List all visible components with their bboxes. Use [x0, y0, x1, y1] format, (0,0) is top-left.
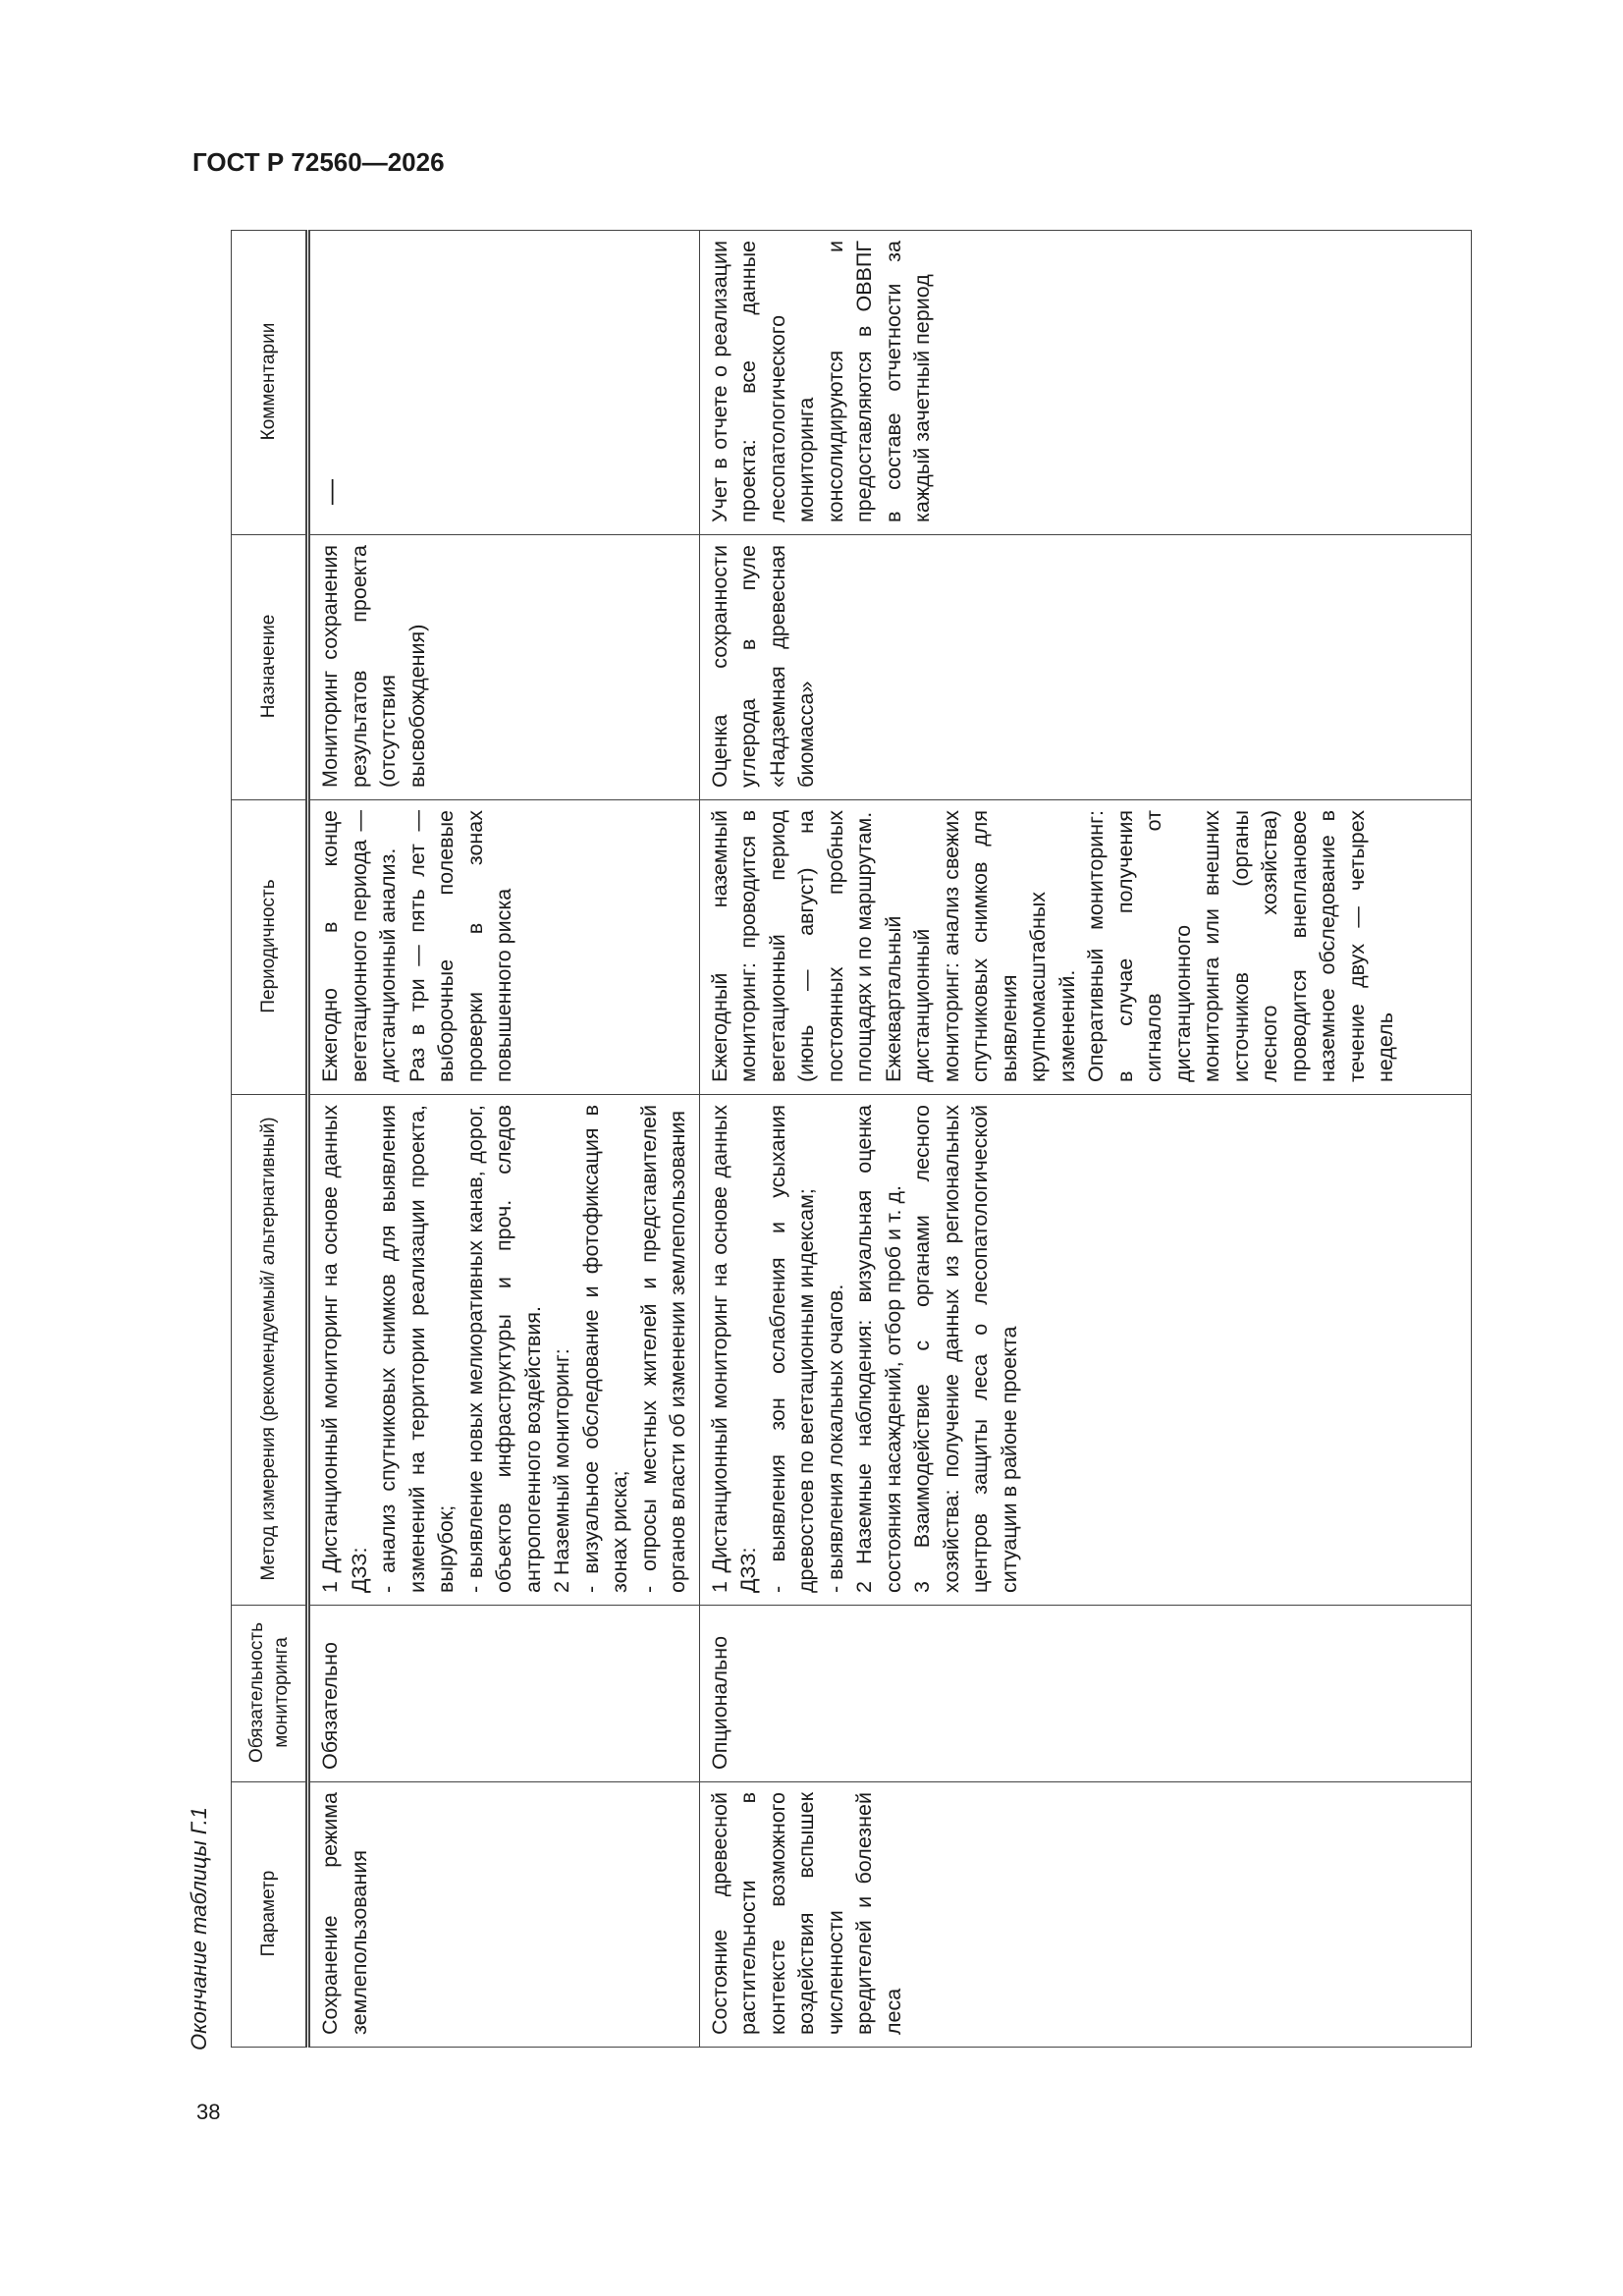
rotated-table-container: [231, 231, 1444, 2048]
method-line: - анализ спутниковых снимков для выявления изменений на территории реализации проекта, вырубок;: [376, 1105, 458, 1593]
table-header-row: [232, 231, 308, 2048]
column-header-method: Метод измерения (рекомендуемый/ альтернативный): [232, 1095, 308, 1606]
method-line: - визуальное обследование и фотофиксация в зонах риска;: [578, 1105, 631, 1593]
column-header-parameter: Параметр: [232, 1782, 308, 2048]
periodicity-line: Ежегодный наземный мониторинг: проводится в вегетационный период (июнь — август) на постоянных пробных площадях и по маршрутам.: [707, 810, 876, 1082]
page-number: 38: [196, 2100, 221, 2124]
method-line: 1 Дистанционный мониторинг на основе данных ДЗЗ:: [318, 1105, 371, 1593]
cell-purpose: Оценка сохранности углерода в пуле «Надземная древесная биомасса»: [699, 535, 1471, 800]
cell-periodicity: [308, 800, 700, 1095]
periodicity-line: Ежеквартальный дистанционный мониторинг: анализ свежих спутниковых снимков для выявления крупномасштабных изменений.: [881, 810, 1079, 1082]
table-row: [308, 231, 700, 2048]
cell-mandatory: Обязательно: [308, 1606, 700, 1782]
column-header-periodicity: Периодичность: [232, 800, 308, 1095]
method-line: 3 Взаимодействие с органами лесного хозяйства: получение данных из региональных центров защиты леса о лесопатологической ситуации в районе проекта: [910, 1105, 1021, 1593]
periodicity-line: Оперативный мониторинг: в случае получения сигналов от дистанционного мониторинга или внешних источников (органы лесного хозяйства) проводится внеплановое наземное обследование в течение двух — четырех недель: [1084, 810, 1397, 1082]
column-header-comments: Комментарии: [232, 231, 308, 535]
cell-method: [699, 1095, 1471, 1606]
cell-comment: —: [308, 231, 700, 535]
cell-purpose: Мониторинг сохранения результатов проекта (отсутствия высвобождения): [308, 535, 700, 800]
document-header: ГОСТ Р 72560—2026: [192, 147, 445, 177]
table-row: [699, 231, 1471, 2048]
periodicity-line: Ежегодно в конце вегетационного периода — дистанционный анализ.: [318, 810, 400, 1082]
table-frame: [231, 231, 1444, 2048]
column-header-mandatory: Обязательность мониторинга: [232, 1606, 308, 1782]
cell-parameter: Состояние древесной растительности в контексте возможного воздействия вспышек численности вредителей и болезней леса: [699, 1782, 1471, 2048]
method-line: - выявления зон ослабления и усыхания древостоев по вегетационным индексам;: [765, 1105, 818, 1593]
cell-mandatory: Опционально: [699, 1606, 1471, 1782]
method-line: 1 Дистанционный мониторинг на основе данных ДЗЗ:: [707, 1105, 760, 1593]
column-header-purpose: Назначение: [232, 535, 308, 800]
method-line: 2 Наземные наблюдения: визуальная оценка состояния насаждений, отбор проб и т. д.: [852, 1105, 905, 1593]
cell-parameter: Сохранение режима землепользования: [308, 1782, 700, 2048]
table-caption: Окончание таблицы Г.1: [187, 1807, 211, 2050]
cell-comment: Учет в отчете о реализации проекта: все данные лесопатологического мониторинга консолидируются и предоставляются в ОВВПГ в составе отчетности за каждый зачетный период: [699, 231, 1471, 535]
method-line: - выявления локальных очагов.: [823, 1284, 847, 1593]
cell-periodicity: [699, 800, 1471, 1095]
monitoring-table: [231, 230, 1472, 2048]
periodicity-line: Раз в три — пять лет — выборочные полевые проверки в зонах повышенного риска: [405, 810, 515, 1082]
cell-method: [308, 1095, 700, 1606]
method-line: - выявление новых мелиоративных канав, дорог, объектов инфраструктуры и проч. следов антропогенного воздействия.: [462, 1105, 545, 1593]
method-line: - опросы местных жителей и представителей органов власти об изменении землепользования: [636, 1105, 689, 1593]
method-line: 2 Наземный мониторинг:: [550, 1348, 573, 1593]
